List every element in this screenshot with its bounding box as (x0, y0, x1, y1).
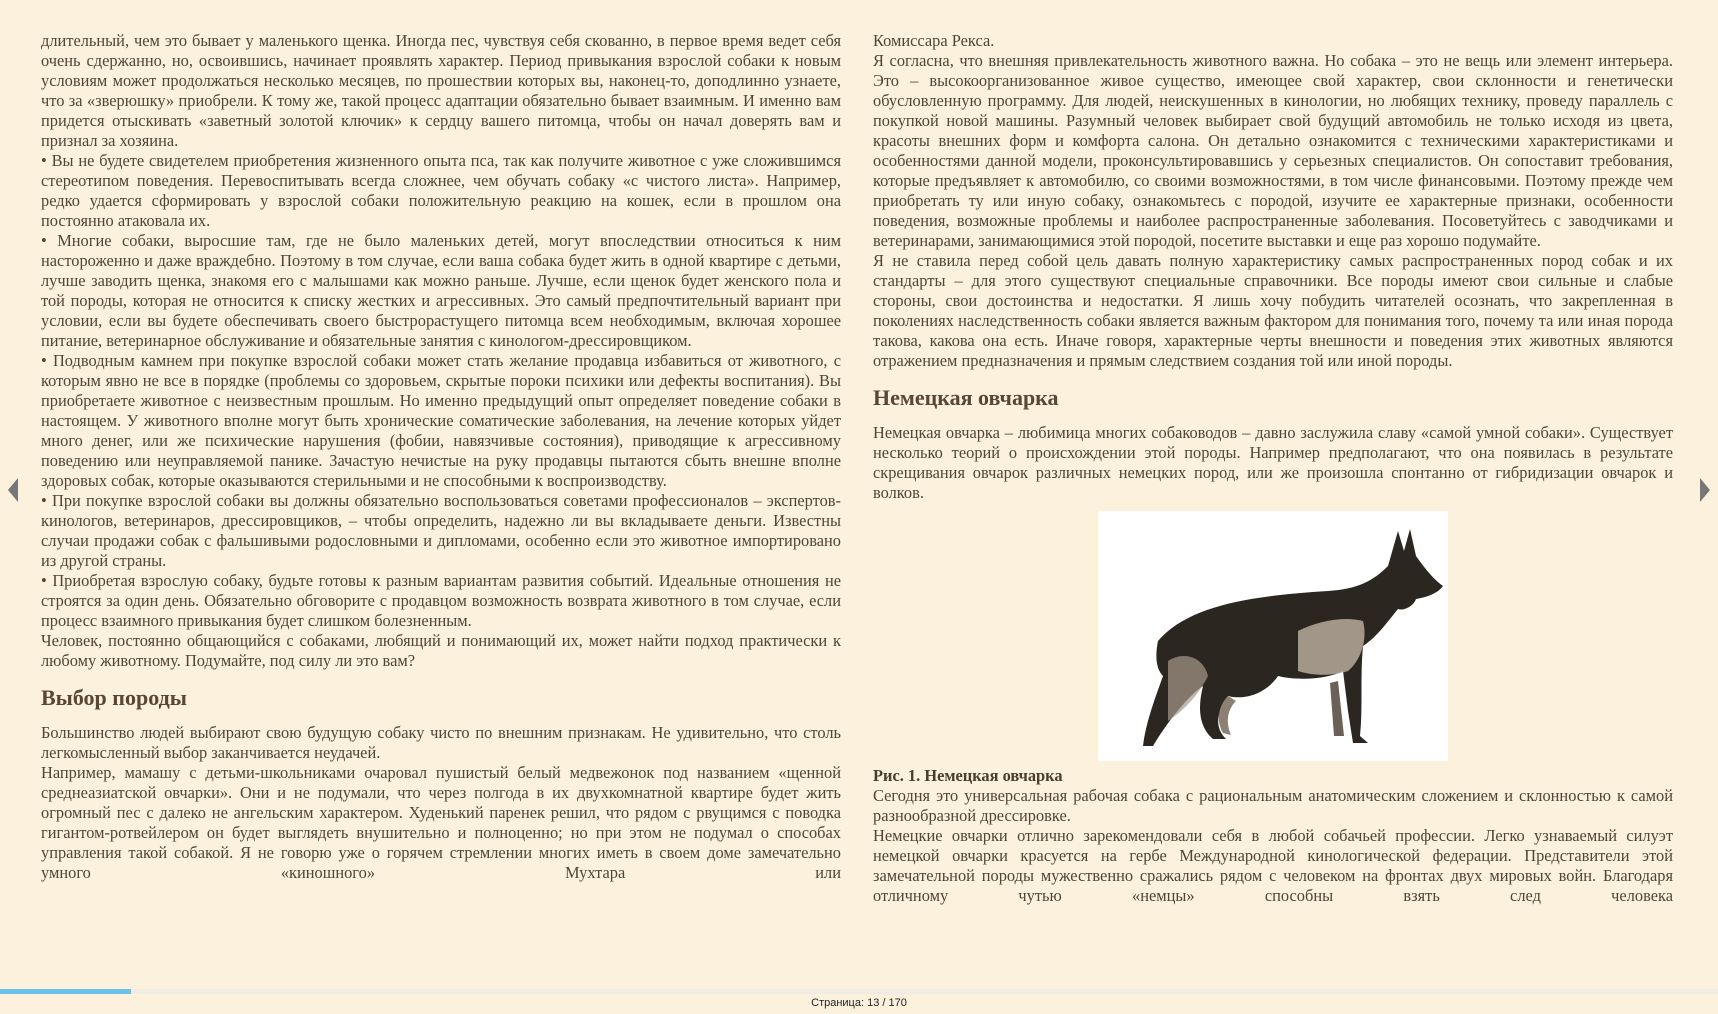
nav-next-button[interactable] (1700, 478, 1710, 502)
german-shepherd-illustration (1098, 511, 1448, 761)
section-heading: Выбор породы (41, 685, 187, 710)
paragraph: Человек, постоянно общающийся с собаками, любящий и понимающий их, может найти подход практически к любому животному. Подумайте, под силу ли это вам? (41, 631, 841, 670)
reading-progress-fill (0, 989, 131, 994)
paragraph: Немецкие овчарки отлично зарекомендовали себя в любой собачьей профессии. Легко узнаваемый силуэт немецкой овчарки красуется на гербе Международной кинологической федерации. Представители этой замечательной породы мужественно сражались рядом с человеком на фронтах двух мировых войн. Благодаря отличному чутью «немцы» способны взять след человека (873, 826, 1673, 905)
paragraph: Я не ставила перед собой цель давать полную характеристику самых распространенных пород собак и их стандарты – для этого существуют специальные справочники. Все породы имеют свои сильные и слабые стороны, свои достоинства и недостатки. Я лишь хочу побудить читателей осознать, что закрепленная в поколениях наследственность собаки является важным фактором для понимания того, почему та или иная порода такова, какова она есть. Иначе говоря, характерные черты внешности и поведения этих животных являются отражением предназначения и прямым следствием создания той или иной породы. (873, 251, 1673, 370)
figure (873, 511, 1673, 766)
paragraph: Сегодня это универсальная рабочая собака с рациональным анатомическим сложением и склонностью к самой разнообразной дрессировке. (873, 786, 1673, 825)
bullet-paragraph: • При покупке взрослой собаки вы должны обязательно воспользоваться советами профессионалов – экспертов-кинологов, ветеринаров, дрессировщиков, – чтобы определить, надежно ли вы вкладываете деньги. Известны случаи продажи собак с фальшивыми родословными и дипломами, особенно если это животное импортировано из другой страны. (41, 491, 841, 570)
section-heading: Немецкая овчарка (873, 385, 1059, 410)
paragraph: Например, мамашу с детьми-школьниками очаровал пушистый белый медвежонок под названием «щенной среднеазиатской овчарки». Они и не подумали, что через полгода в их двухкомнатной квартире будет жить огромный пес с далеко не ангельским характером. Худенький паренек решил, что рядом с рвущимся с поводка гигантом-ротвейлером он будет выглядеть внушительно и полноценно; но при этом не подумал о способах управления такой собакой. Я не говорю уже о горячем стремлении многих иметь в своем доме замечательно умного «киношного» Мухтара или (41, 763, 841, 882)
figure-caption: Рис. 1. Немецкая овчарка (873, 766, 1063, 785)
bullet-paragraph: • Подводным камнем при покупке взрослой собаки может стать желание продавца избавиться от животного, с которым явно не все в порядке (проблемы со здоровьем, скрытые пороки психики или дефекты воспитания). Вы приобретаете животное с неизвестным прошлым. Но именно предыдущий опыт определяет поведение собаки в настоящем. У животного вполне могут быть хронические соматические заболевания, на лечение которых уйдет много денег, или же психические нарушения (фобии, навязчивые состояния), приводящие к агрессивному поведению или неуправляемой панике. Зачастую нечистые на руку продавцы пытаются сбыть внешне вполне здоровых собак, которые оказываются стерильными и не способными к воспроизводству. (41, 351, 841, 490)
right-page-column (873, 31, 1673, 906)
paragraph: Немецкая овчарка – любимица многих собаководов – давно заслужила славу «самой умной собаки». Существует несколько теорий о происхождении этой породы. Например предполагают, что она появилась в результате скрещивания овчарок различных немецких пород, или же произошла спонтанно от гибридизации овчарок и волков. (873, 423, 1673, 502)
paragraph: Большинство людей выбирают свою будущую собаку чисто по внешним признакам. Не удивительно, что столь легкомысленный выбор заканчивается неудачей. (41, 723, 841, 762)
nav-prev-button[interactable] (8, 478, 18, 502)
bullet-paragraph: • Вы не будете свидетелем приобретения жизненного опыта пса, так как получите животное с уже сложившимся стереотипом поведения. Перевоспитывать всегда сложнее, чем обучать собаку «с чистого листа». Например, редко удается сформировать у взрослой собаки положительную реакцию на кошек, если в прошлом она постоянно атаковала их. (41, 151, 841, 230)
paragraph: Я согласна, что внешняя привлекательность животного важна. Но собака – это не вещь или элемент интерьера. Это – высокоорганизованное живое существо, имеющее свой характер, свои склонности и генетически обусловленную программу. Для людей, неискушенных в кинологии, но любящих технику, проведу параллель с покупкой новой машины. Разумный человек выбирает свой будущий автомобиль не только исходя из цвета, красоты внешних форм и комфорта салона. Он детально ознакомится с техническими характеристиками и особенностями данной модели, проконсультировавшись у серьезных специалистов. Он сопоставит требования, которые предъявляет к автомобилю, со своими возможностями, в том числе финансовыми. Поэтому прежде чем приобретать ту или иную собаку, ознакомьтесь с породой, изучите ее характерные признаки, особенности поведения, возможные проблемы и наиболее распространенные заболевания. Посоветуйтесь с заводчиками и ветеринарами, занимающимися этой породой, посетите выставки и еще раз хорошо подумайте. (873, 51, 1673, 250)
reading-progress-bar[interactable] (0, 989, 1718, 994)
paragraph: Комиссара Рекса. (873, 31, 995, 50)
left-page-column (41, 31, 841, 883)
bullet-paragraph: • Приобретая взрослую собаку, будьте готовы к разным вариантам развития событий. Идеальные отношения не строятся за один день. Обязательно обговорите с продавцом возможность возврата животного в том случае, если процесс взаимного привыкания будет слишком болезненным. (41, 571, 841, 630)
bullet-paragraph: • Многие собаки, выросшие там, где не было маленьких детей, могут впоследствии относиться к ним настороженно и даже враждебно. Поэтому в том случае, если ваша собака будет жить в одной квартире с детьми, лучше заводить щенка, знакомя его с малышами как можно раньше. Лучше, если щенок будет женского пола и той породы, которая не относится к списку жестких и агрессивных. Это самый предпочтительный вариант при условии, если вы будете обеспечивать своего быстрорастущего питомца всем необходимым, включая хорошее питание, ветеринарное обслуживание и обязательные занятия с кинологом-дрессировщиком. (41, 231, 841, 350)
page-indicator: Страница: 13 / 170 (811, 997, 907, 1009)
paragraph: длительный, чем это бывает у маленького щенка. Иногда пес, чувствуя себя скованно, в первое время ведет себя очень сдержанно, но, освоившись, начинает проявлять характер. Период привыкания взрослой собаки к новым условиям может продолжаться несколько месяцев, по прошествии которых вы, наконец-то, доподлинно узнаете, что за «зверюшку» приобрели. К тому же, такой процесс адаптации обязательно бывает взаимным. И именно вам придется отыскивать «заветный золотой ключик» к сердцу вашего питомца, чтобы он начал доверять вам и признал за хозяина. (41, 31, 841, 150)
